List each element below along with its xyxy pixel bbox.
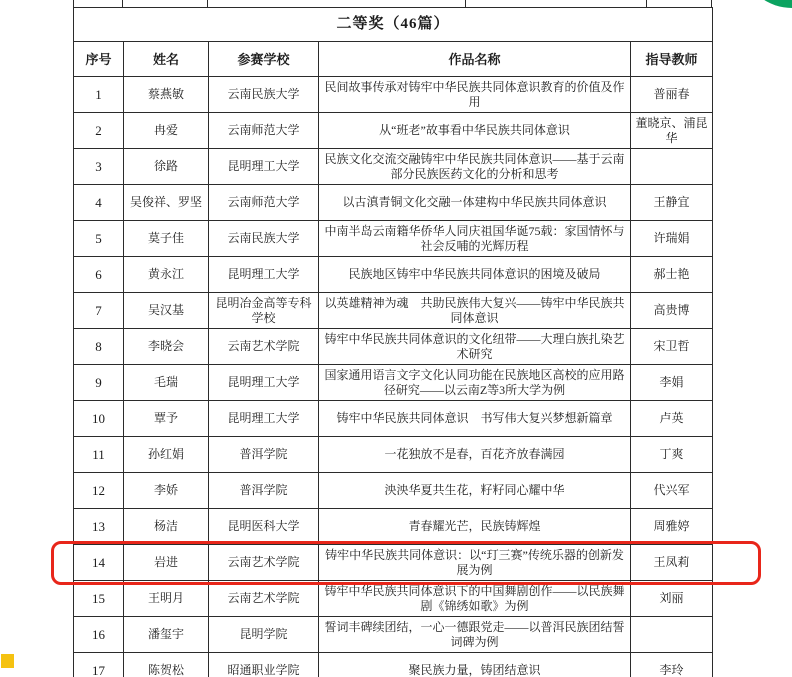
cell-name: 孙红娟	[124, 437, 209, 473]
table-grid-line	[711, 0, 712, 7]
table-row	[74, 77, 713, 113]
previous-table-bottom-edge	[73, 0, 712, 7]
cell-school: 昆明学院	[209, 617, 319, 653]
column-header-school: 参赛学校	[209, 42, 319, 77]
cell-advisor: 宋卫哲	[631, 329, 713, 365]
cell-school: 云南艺术学院	[209, 545, 319, 581]
cell-no: 1	[74, 77, 124, 113]
cell-no: 10	[74, 401, 124, 437]
cell-name: 陈贺松	[124, 653, 209, 677]
section-title-row	[74, 8, 713, 42]
cell-no: 6	[74, 257, 124, 293]
cell-school: 普洱学院	[209, 437, 319, 473]
cell-no: 5	[74, 221, 124, 257]
cell-name: 李晓会	[124, 329, 209, 365]
cell-name: 岩进	[124, 545, 209, 581]
table-row	[74, 113, 713, 149]
cell-title: 誓词丰碑续团结，一心一德跟党走——以普洱民族团结誓词碑为例	[319, 617, 631, 653]
cell-title: 铸牢中华民族共同体意识的文化纽带——大理白族扎染艺术研究	[319, 329, 631, 365]
cell-name: 李娇	[124, 473, 209, 509]
cell-title: 一花独放不是春，百花齐放春满园	[319, 437, 631, 473]
cell-no: 14	[74, 545, 124, 581]
cell-advisor: 许瑞娟	[631, 221, 713, 257]
cell-title: 泱泱华夏共生花，籽籽同心耀中华	[319, 473, 631, 509]
cell-school: 普洱学院	[209, 473, 319, 509]
cell-advisor: 董晓京、浦昆华	[631, 113, 713, 149]
cell-advisor: 王静宜	[631, 185, 713, 221]
table-row	[74, 581, 713, 617]
table-row	[74, 329, 713, 365]
table-header-row	[74, 42, 713, 77]
table-grid-line	[646, 0, 647, 7]
cell-name: 莫子佳	[124, 221, 209, 257]
table-row	[74, 293, 713, 329]
cell-name: 王明月	[124, 581, 209, 617]
cell-name: 潘玺宇	[124, 617, 209, 653]
cell-school: 云南艺术学院	[209, 581, 319, 617]
cell-school: 昭通职业学院	[209, 653, 319, 677]
table-row	[74, 437, 713, 473]
cell-title: 青春耀光芒，民族铸辉煌	[319, 509, 631, 545]
cell-no: 8	[74, 329, 124, 365]
cell-school: 昆明理工大学	[209, 257, 319, 293]
column-header-title: 作品名称	[319, 42, 631, 77]
cell-title: 聚民族力量，铸团结意识	[319, 653, 631, 677]
cell-advisor: 李娟	[631, 365, 713, 401]
yellow-marker	[1, 654, 14, 668]
table-row	[74, 473, 713, 509]
cell-name: 冉爱	[124, 113, 209, 149]
cell-name: 黄永江	[124, 257, 209, 293]
cell-name: 覃予	[124, 401, 209, 437]
cell-advisor: 周雅婷	[631, 509, 713, 545]
table-row	[74, 365, 713, 401]
cell-school: 云南师范大学	[209, 185, 319, 221]
cell-title: 民族地区铸牢中华民族共同体意识的困境及破局	[319, 257, 631, 293]
cell-school: 昆明医科大学	[209, 509, 319, 545]
table-grid-line	[73, 0, 74, 7]
cell-title: 以英雄精神为魂 共助民族伟大复兴——铸牢中华民族共同体意识	[319, 293, 631, 329]
cell-no: 11	[74, 437, 124, 473]
table-row	[74, 545, 713, 581]
table-row	[74, 509, 713, 545]
cell-advisor: 代兴军	[631, 473, 713, 509]
table-row	[74, 401, 713, 437]
cell-school: 昆明理工大学	[209, 365, 319, 401]
cell-name: 徐路	[124, 149, 209, 185]
award-table	[73, 7, 713, 677]
cell-name: 吴汉基	[124, 293, 209, 329]
green-corner-decoration	[748, 0, 792, 8]
table-grid-line	[122, 0, 123, 7]
cell-no: 7	[74, 293, 124, 329]
cell-school: 昆明理工大学	[209, 401, 319, 437]
cell-title: 民族文化交流交融铸牢中华民族共同体意识——基于云南部分民族医药文化的分析和思考	[319, 149, 631, 185]
cell-title: 铸牢中华民族共同体意识下的中国舞剧创作——以民族舞剧《锦绣如歌》为例	[319, 581, 631, 617]
table-row	[74, 185, 713, 221]
section-title: 二等奖（46篇）	[74, 8, 713, 42]
cell-title: 民间故事传承对铸牢中华民族共同体意识教育的价值及作用	[319, 77, 631, 113]
cell-school: 云南师范大学	[209, 113, 319, 149]
cell-school: 云南艺术学院	[209, 329, 319, 365]
cell-no: 13	[74, 509, 124, 545]
cell-name: 吴俊祥、罗坚	[124, 185, 209, 221]
cell-no: 3	[74, 149, 124, 185]
cell-no: 15	[74, 581, 124, 617]
cell-no: 2	[74, 113, 124, 149]
cell-name: 毛瑞	[124, 365, 209, 401]
column-header-no: 序号	[74, 42, 124, 77]
cell-advisor	[631, 617, 713, 653]
cell-no: 4	[74, 185, 124, 221]
cell-no: 12	[74, 473, 124, 509]
table-row	[74, 653, 713, 677]
cell-advisor	[631, 149, 713, 185]
cell-advisor: 普丽春	[631, 77, 713, 113]
cell-title: 国家通用语言文字文化认同功能在民族地区高校的应用路径研究——以云南Z等3所大学为例	[319, 365, 631, 401]
cell-school: 云南民族大学	[209, 221, 319, 257]
table-row	[74, 617, 713, 653]
cell-title: 以古滇青铜文化交融一体建构中华民族共同体意识	[319, 185, 631, 221]
cell-advisor: 郝士艳	[631, 257, 713, 293]
cell-no: 16	[74, 617, 124, 653]
cell-no: 17	[74, 653, 124, 677]
table-row	[74, 149, 713, 185]
cell-school: 云南民族大学	[209, 77, 319, 113]
cell-advisor: 高贵博	[631, 293, 713, 329]
cell-name: 杨洁	[124, 509, 209, 545]
table-body	[74, 77, 713, 677]
table-grid-line	[465, 0, 466, 7]
cell-name: 蔡燕敏	[124, 77, 209, 113]
table-row	[74, 257, 713, 293]
column-header-advisor: 指导教师	[631, 42, 713, 77]
cell-advisor: 李玲	[631, 653, 713, 677]
cell-school: 昆明理工大学	[209, 149, 319, 185]
table-grid-line	[207, 0, 208, 7]
cell-title: 中南半岛云南籍华侨华人同庆祖国华诞75载：家国情怀与社会反哺的光辉历程	[319, 221, 631, 257]
cell-title: 铸牢中华民族共同体意识 书写伟大复兴梦想新篇章	[319, 401, 631, 437]
column-header-name: 姓名	[124, 42, 209, 77]
cell-advisor: 刘丽	[631, 581, 713, 617]
cell-no: 9	[74, 365, 124, 401]
table-row	[74, 221, 713, 257]
cell-title: 从“班老”故事看中华民族共同体意识	[319, 113, 631, 149]
cell-advisor: 王凤莉	[631, 545, 713, 581]
cell-advisor: 丁爽	[631, 437, 713, 473]
cell-school: 昆明冶金高等专科学校	[209, 293, 319, 329]
cell-advisor: 卢英	[631, 401, 713, 437]
cell-title: 铸牢中华民族共同体意识：以“玎三赛”传统乐器的创新发展为例	[319, 545, 631, 581]
